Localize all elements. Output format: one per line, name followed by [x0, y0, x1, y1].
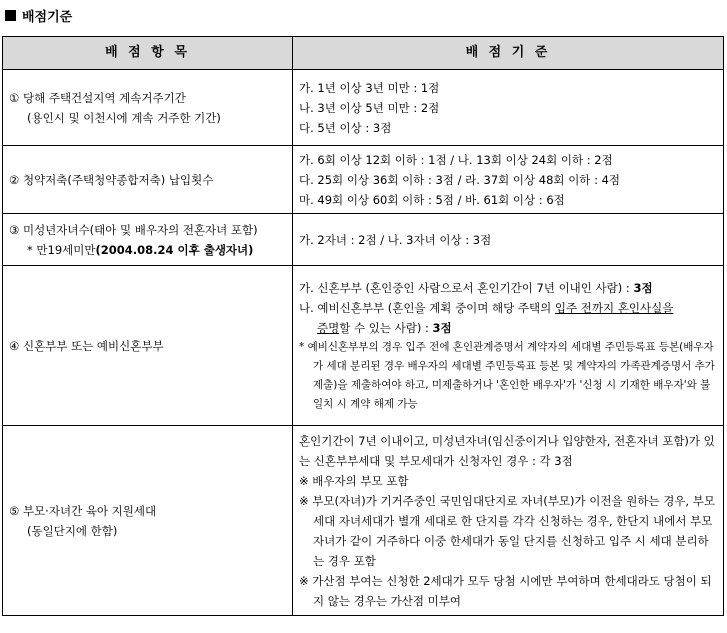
criteria-b-underline: 입주 전까지 혼인사실을 [554, 300, 674, 315]
row-4-criteria [293, 266, 724, 426]
criteria-b-text: 나. 예비신혼부부 (혼인을 계획 중이며 해당 주택의 [299, 300, 552, 315]
item-line-prefix: * 만19세미만 [27, 242, 96, 257]
scoring-table [2, 36, 724, 616]
criteria-main: 혼인기간이 7년 이내이고, 미성년자녀(임신중이거나 입양한자, 전혼자녀 포함)가 있는 신혼부부세대 및 부모세대가 신청자인 경우 : 각 3점 [299, 433, 715, 468]
criteria-a-score: 3점 [633, 280, 653, 295]
section-title-text: 배점기준 [22, 10, 73, 25]
black-square-icon [5, 10, 16, 21]
table-row [3, 146, 724, 214]
criteria-note: * 예비신혼부부의 경우 입주 전에 혼인관계증명서 계약자의 세대별 주민등록표 등본(배우자가 세대 분리된 경우 배우자의 세대별 주민등록표 등본 및 계약자의 가족관계증명서 추가 제출)을 제출하여야 하고, 미제출하거나 '혼인한 배우자'가 '신청 시 기재한 배우자'와 불일치 시 계약 해제 가능 [299, 340, 715, 410]
criteria-note: ※ 가산점 부여는 신청한 2세대가 모두 당첨 시에만 부여하며 한세대라도 당첨이 되지 않는 경우는 가산점 미부여 [299, 573, 712, 608]
item-line: ② 청약저축(주택청약종합저축) 납입횟수 [9, 172, 214, 187]
item-line: ① 당해 주택건설지역 계속거주기간 [9, 90, 186, 105]
row-1-criteria [293, 70, 724, 146]
header-item: 배 점 항 목 [3, 37, 293, 70]
criteria-a-text: 가. 신혼부부 (혼인중인 사람으로서 혼인기간이 7년 이내인 사람) : [299, 280, 634, 295]
criteria-line: 가. 2자녀 : 2점 / 나. 3자녀 이상 : 3점 [299, 232, 492, 247]
row-4-item [3, 266, 293, 426]
row-1-item [3, 70, 293, 146]
table-row [3, 266, 724, 426]
item-line: (용인시 및 이천시에 계속 거주한 기간) [27, 110, 221, 125]
table-row [3, 426, 724, 616]
item-line: ④ 신혼부부 또는 예비신혼부부 [9, 338, 164, 353]
row-3-item [3, 214, 293, 266]
row-3-criteria [293, 214, 724, 266]
row-5-item [3, 426, 293, 616]
row-2-item [3, 146, 293, 214]
criteria-line: 가. 6회 이상 12회 이하 : 1점 / 나. 13회 이상 24회 이하 : 2점 [299, 152, 613, 167]
row-5-criteria [293, 426, 724, 616]
criteria-b-text: 할 수 있는 사람) : [339, 320, 433, 335]
criteria-b-score: 3점 [432, 320, 452, 335]
table-row [3, 214, 724, 266]
item-line: ⑤ 부모·자녀간 육아 지원세대 [9, 503, 157, 518]
criteria-note: ※ 배우자의 부모 포함 [299, 473, 409, 488]
section-title [5, 6, 72, 25]
item-line: ③ 미성년자녀수(태아 및 배우자의 전혼자녀 포함) [9, 222, 258, 237]
item-line-bold: (2004.08.24 이후 출생자녀) [95, 242, 254, 257]
criteria-note: ※ 부모(자녀)가 기거주중인 국민임대단지로 자녀(부모)가 이전을 원하는 경우, 부모세대 자녀세대가 별개 세대로 한 단지를 각각 신청하는 경우, 한단지 내에서 부모 자녀가 같이 거주하다 이중 한세대가 동일 단지를 신청하고 입주 시 세대 분리하는 경우 포함 [299, 493, 715, 568]
header-criteria: 배 점 기 준 [293, 37, 724, 70]
row-2-criteria [293, 146, 724, 214]
criteria-line: 가. 1년 이상 3년 미만 : 1점 [299, 80, 440, 95]
criteria-line: 나. 3년 이상 5년 미만 : 2점 [299, 100, 440, 115]
table-header-row [3, 37, 724, 70]
criteria-line: 다. 25회 이상 36회 이하 : 3점 / 라. 37회 이상 48회 이하 : 4점 [299, 172, 621, 187]
criteria-line: 다. 5년 이상 : 3점 [299, 120, 392, 135]
criteria-b-underline: 증명 [317, 320, 340, 335]
table-row [3, 70, 724, 146]
item-line: (동일단지에 한함) [27, 523, 118, 538]
criteria-line: 마. 49회 이상 60회 이하 : 5점 / 바. 61회 이상 : 6점 [299, 192, 565, 207]
